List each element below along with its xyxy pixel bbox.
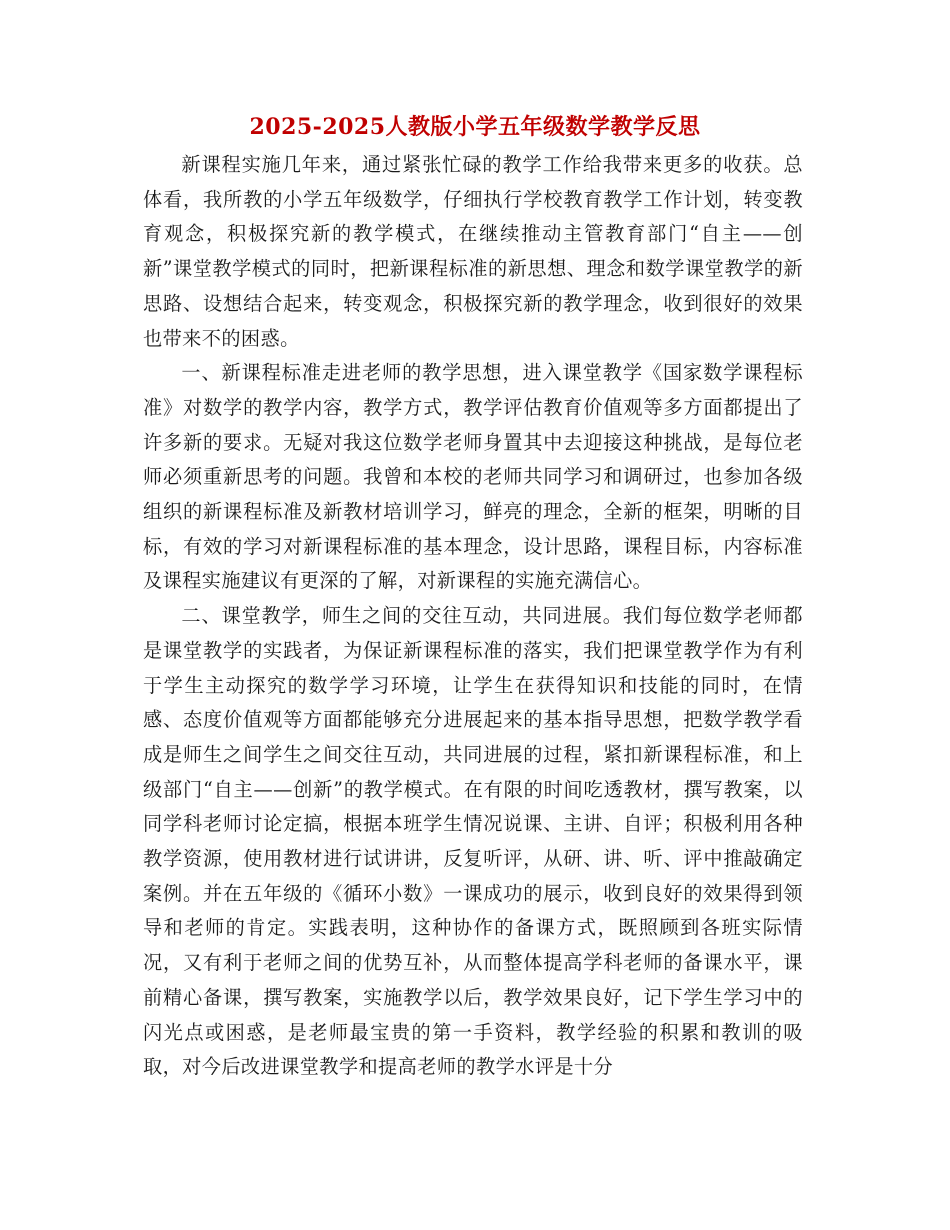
paragraph-section-one: 一、新课程标准走进老师的教学思想，进入课堂教学《国家数学课程标准》对数学的教学内容，教学方式，教学评估教育价值观等多方面都提出了许多新的要求。无疑对我这位数学老师身置其中去迎接这种挑战，是每位老师必须重新思考的问题。我曾和本校的老师共同学习和调研过，也参加各级组织的新课程标准及新教材培训学习，鲜亮的理念，全新的框架，明晰的目标，有效的学习对新课程标准的基本理念，设计思路，课程目标，内容标准及课程实施建议有更深的了解，对新课程的实施充满信心。 <box>143 361 803 593</box>
paragraph-intro: 新课程实施几年来，通过紧张忙碌的教学工作给我带来更多的收获。总体看，我所教的小学五年级数学，仔细执行学校教育教学工作计划，转变教育观念，积极探究新的教学模式，在继续推动主管教育部门“自主——创新”课堂教学模式的同时，把新课程标准的新思想、理念和数学课堂教学的新思路、设想结合起来，转变观念，积极探究新的教学理念，收到很好的效果也带来不的困惑。 <box>143 153 803 350</box>
paragraph-section-two: 二、课堂教学，师生之间的交往互动，共同进展。我们每位数学老师都是课堂教学的实践者，为保证新课程标准的落实，我们把课堂教学作为有利于学生主动探究的数学学习环境，让学生在获得知识和技能的同时，在情感、态度价值观等方面都能够充分进展起来的基本指导思想，把数学教学看成是师生之间学生之间交往互动，共同进展的过程，紧扣新课程标准，和上级部门“自主——创新”的教学模式。在有限的时间吃透教材，撰写教案，以同学科老师讨论定搞，根据本班学生情况说课、主讲、自评；积极利用各种教学资源，使用教材进行试讲讲，反复听评，从研、讲、听、评中推敲确定案例。并在五年级的《循环小数》一课成功的展示，收到良好的效果得到领导和老师的肯定。实践表明，这种协作的备课方式，既照顾到各班实际情况，又有利于老师之间的优势互补，从而整体提高学科老师的备课水平，课前精心备课，撰写教案，实施教学以后，教学效果良好，记下学生学习中的闪光点或困惑，是老师最宝贵的第一手资料，教学经验的积累和教训的吸取，对今后改进课堂教学和提高老师的教学水评是十分 <box>143 604 803 1079</box>
document-title: 2025-2025人教版小学五年级数学教学反思 <box>249 114 701 140</box>
document-body <box>143 148 803 1085</box>
